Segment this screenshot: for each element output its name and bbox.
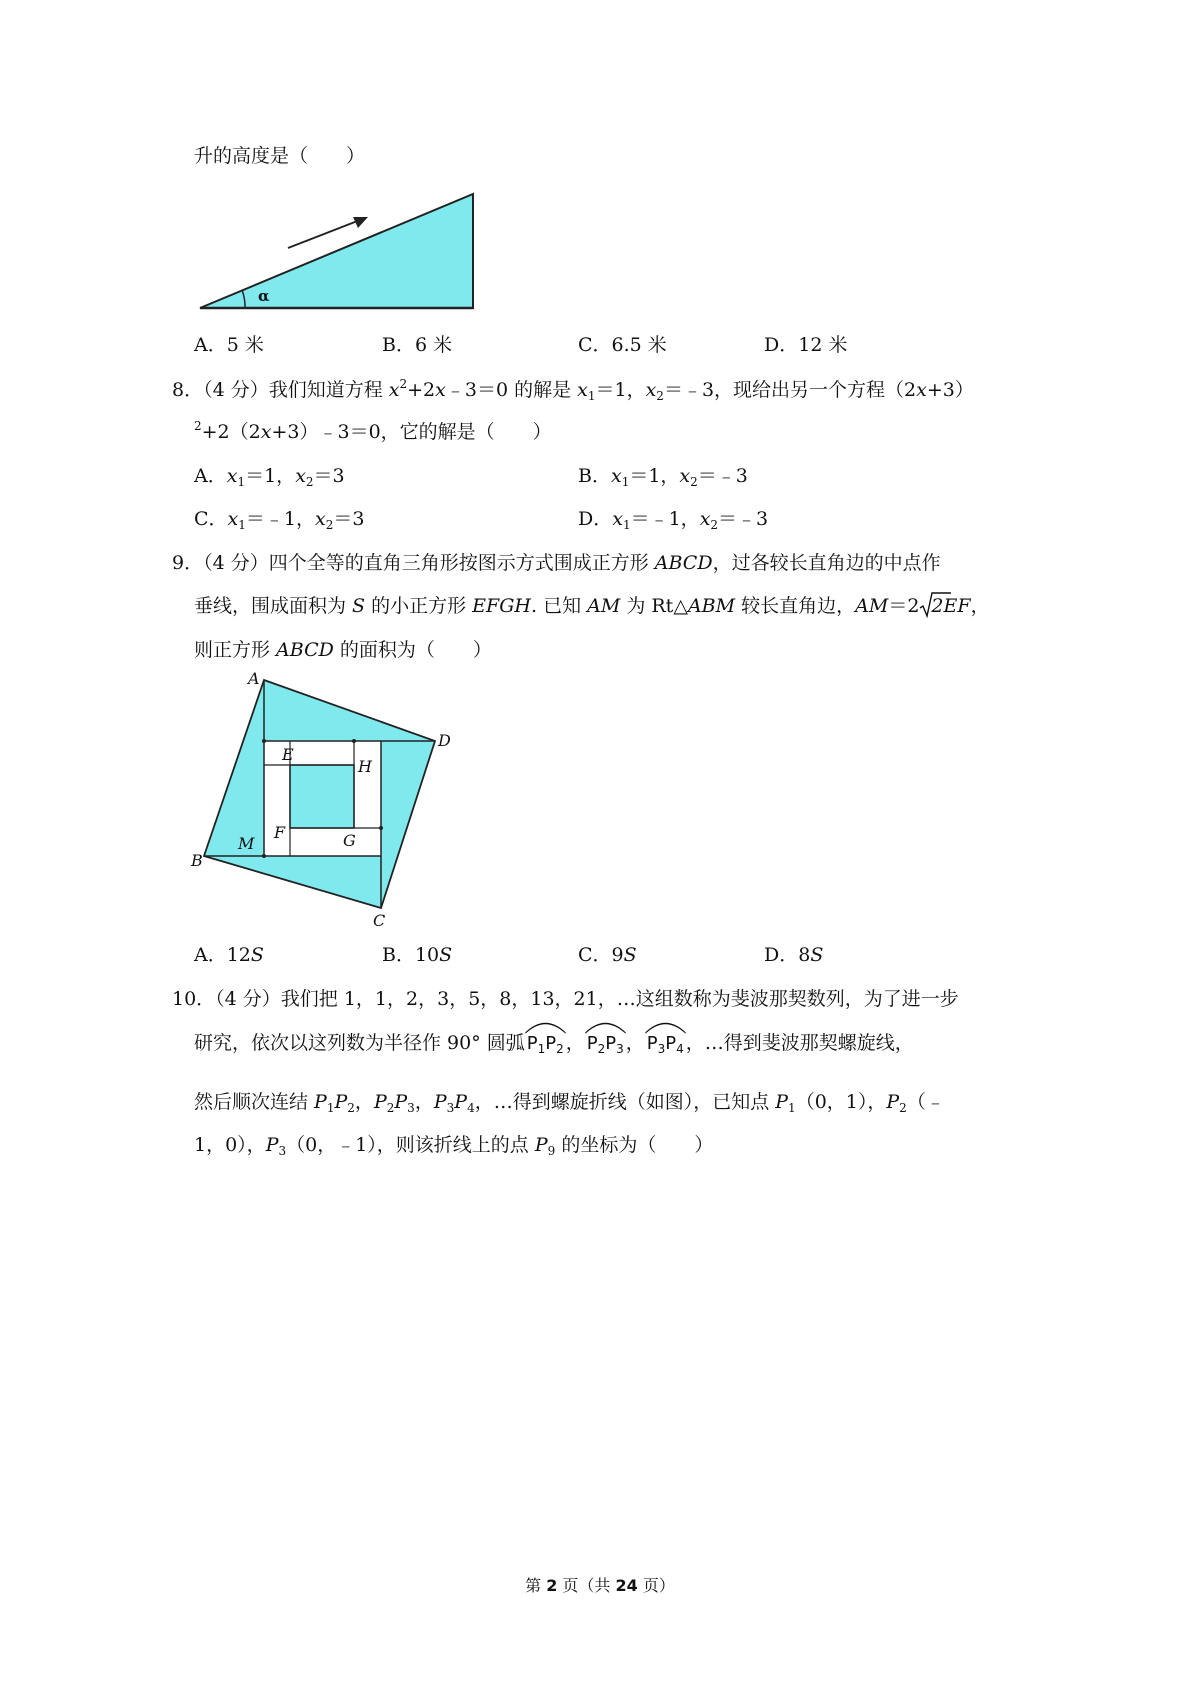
label-b: B [191,851,203,870]
arc-p2p3: $P_2P_3$ [585,1032,626,1056]
label-c: C [373,911,386,930]
q8-option-c: C．$x_1=﹣1$，$x_2=3$ [194,508,365,532]
sqrt-sign: 2 [919,594,943,618]
q9-square-figure [188,668,458,938]
q8-option-a: A．$x_1=1$，$x_2=3$ [194,465,345,489]
q10-line-1: 10．（4 分）我们把 1，1，2，3，5，8，13，21，…这组数称为斐波那契数列，为了进一步 [172,988,959,1010]
q10-line-3: 然后顺次连结 $P_1P_2$，$P_2P_3$，$P_3P_4$，…得到螺旋折线（如图），已知点 $P_1(0$，1），$P_2(﹣$ [194,1091,945,1115]
label-e: E [282,745,294,764]
slope-triangle [200,194,473,308]
q9-line-2: 垂线，围成面积为 S 的小正方形 EFGH. 已知 AM 为 Rt△ABM 较长直角边，AM＝2 2EF， [194,595,990,617]
q8-option-d: D．$x_1=﹣1$，$x_2=﹣3$ [578,508,769,532]
q7-slope-figure [190,188,480,318]
q9-option-c: C．9S [578,944,637,966]
label-d: D [438,731,451,750]
q7-tail-text: 升的高度是（ ） [194,145,366,167]
label-f: F [274,823,286,842]
small-square-efgh [290,765,354,828]
q7-option-b: B．6 米 [382,334,453,356]
q8-line-2: $^2$+2（2x+3）﹣3＝0，它的解是（ ） [194,419,552,443]
q8-line-1: 8．（4 分）我们知道方程 $x^2+2x﹣3=0$ 的解是 $x_1=1$，$x_2=﹣3$，现给出另一个方程（2x+3） [172,377,974,403]
q7-option-c: C．6.5 米 [578,334,667,356]
label-g: G [343,831,356,850]
label-m: M [238,834,255,853]
q9-line-1: 9．（4 分）四个全等的直角三角形按图示方式围成正方形 ABCD，过各较长直角边的中点作 [172,552,941,574]
arc-p3p4: $P_3P_4$ [645,1032,686,1056]
direction-arrow-shaft [288,220,360,248]
q9-option-a: A．12S [194,944,264,966]
q9-option-b: B．10S [382,944,453,966]
label-a: A [248,669,260,688]
q7-option-d: D．12 米 [764,334,848,356]
q8-option-b: B．$x_1=1$，$x_2=﹣3$ [578,465,748,489]
angle-alpha-label: α [258,287,270,305]
q10-line-2: 研究，依次以这列数为半径作 90° 圆弧 $P_1P_2$ ， $P_2P_3$ ， $P_3P_4$ ，…得到斐波那契螺旋线， [194,1031,914,1056]
arc-p1p2: $P_1P_2$ [525,1032,566,1056]
page-footer: 第 2 页（共 24 页） [525,1576,675,1595]
q7-option-a: A．5 米 [194,334,264,356]
q9-line-3: 则正方形 ABCD 的面积为（ ） [194,639,492,661]
q10-line-4: 1，0），$P_3(0$，﹣1），则该折线上的点 $P_9$ 的坐标为（ ） [194,1134,714,1158]
q9-option-d: D．8S [764,944,824,966]
label-h: H [358,757,372,776]
